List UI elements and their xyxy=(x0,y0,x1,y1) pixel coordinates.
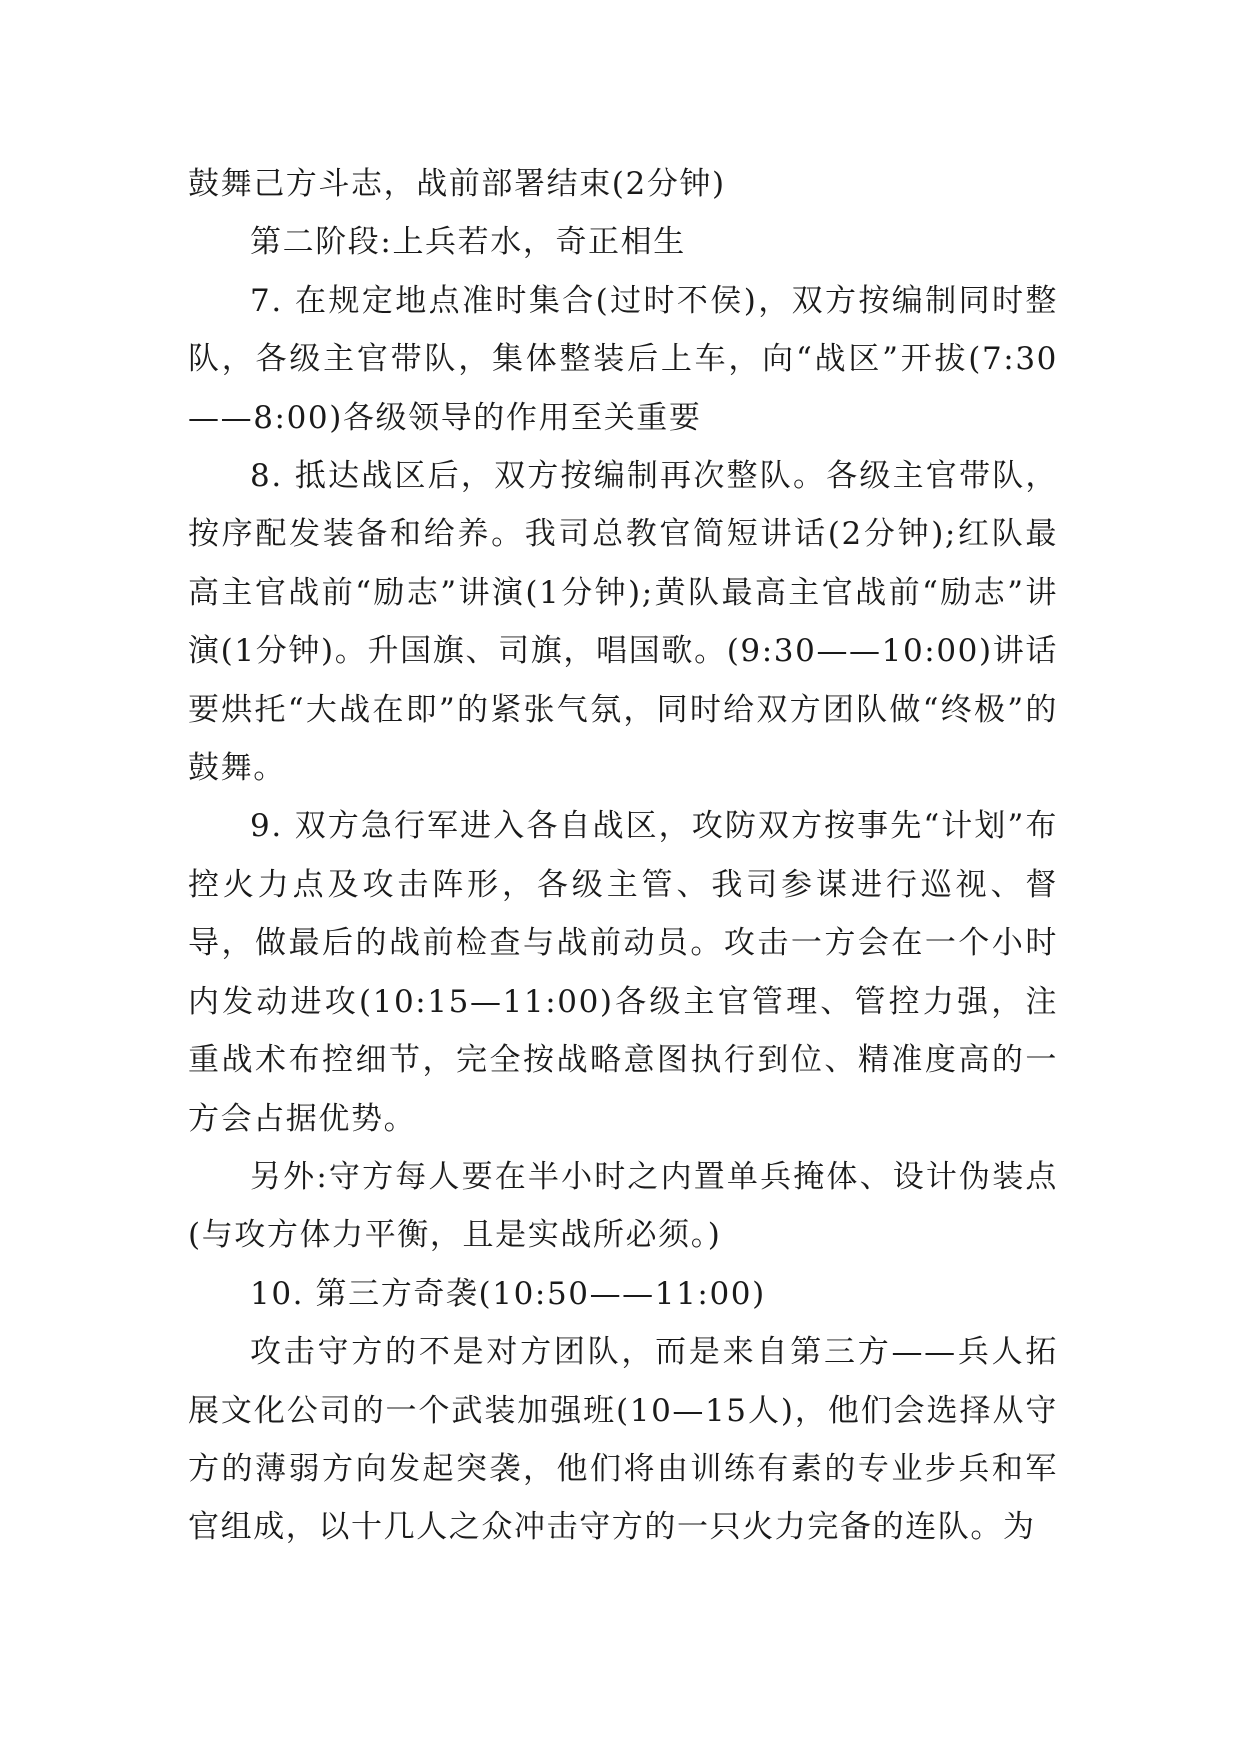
paragraph-item-10: 10. 第三方奇袭(10:50——11:00) xyxy=(250,1275,766,1312)
paragraph-item-7: 7. 在规定地点准时集合(过时不侯)，双方按编制同时整队，各级主官带队，集体整装后上车，向“战区”开拔(7:30——8:00)各级领导的作用至关重要 xyxy=(188,282,1058,436)
paragraph-third-party-raid: 攻击守方的不是对方团队，而是来自第三方——兵人拓展文化公司的一个武装加强班(10—15人)，他们会选择从守方的薄弱方向发起突袭，他们将由训练有素的专业步兵和军官组成，以十几人之众冲击守方的一只火力完备的连队。为 xyxy=(188,1334,1058,1546)
paragraph-item-9: 9. 双方急行军进入各自战区，攻防双方按事先“计划”布控火力点及攻击阵形，各级主管、我司参谋进行巡视、督导，做最后的战前检查与战前动员。攻击一方会在一个小时内发动进攻(10:15—11:00)各级主官管理、管控力强，注重战术布控细节，完全按战略意图执行到位、精准度高的一方会占据优势。 xyxy=(188,808,1058,1137)
paragraph-stage-two-heading: 第二阶段:上兵若水，奇正相生 xyxy=(250,224,686,261)
document-body xyxy=(188,155,1058,1557)
paragraph-continuation: 鼓舞己方斗志，战前部署结束(2分钟) xyxy=(188,166,726,202)
paragraph-note: 另外:守方每人要在半小时之内置单兵掩体、设计伪装点(与攻方体力平衡，且是实战所必须。) xyxy=(188,1158,1058,1254)
paragraph-item-8: 8. 抵达战区后，双方按编制再次整队。各级主官带队，按序配发装备和给养。我司总教官简短讲话(2分钟);红队最高主官战前“励志”讲演(1分钟);黄队最高主官战前“励志”讲演(1分钟)。升国旗、司旗，唱国歌。(9:30——10:00)讲话要烘托“大战在即”的紧张气氛，同时给双方团队做“终极”的鼓舞。 xyxy=(188,458,1058,787)
